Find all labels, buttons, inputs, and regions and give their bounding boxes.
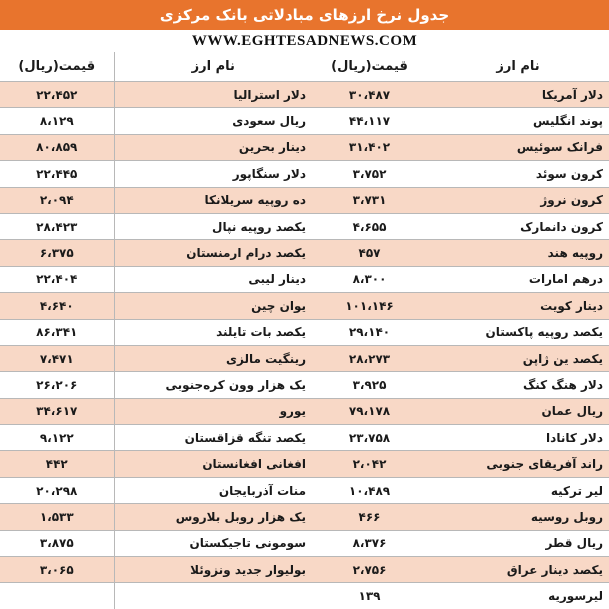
rates-table bbox=[0, 52, 609, 609]
right-price-cell: ۱۳۹ bbox=[312, 583, 427, 609]
left-price-cell: ۹،۱۲۲ bbox=[0, 425, 114, 451]
table-row bbox=[0, 557, 609, 583]
left-price-header: قیمت(ریال) bbox=[0, 52, 114, 82]
left-price-cell: ۴،۶۴۰ bbox=[0, 293, 114, 319]
right-price-cell: ۷۹،۱۷۸ bbox=[312, 398, 427, 424]
left-name-cell: یوان چین bbox=[114, 293, 312, 319]
right-price-cell: ۲،۰۴۲ bbox=[312, 451, 427, 477]
left-price-cell: ۲۰،۲۹۸ bbox=[0, 477, 114, 503]
left-price-cell: ۸۶،۳۴۱ bbox=[0, 319, 114, 345]
left-name-cell: منات آذربایجان bbox=[114, 477, 312, 503]
table-row bbox=[0, 372, 609, 398]
left-price-cell: ۳۴،۶۱۷ bbox=[0, 398, 114, 424]
left-price-cell: ۸،۱۲۹ bbox=[0, 108, 114, 134]
left-name-cell: دلار سنگاپور bbox=[114, 161, 312, 187]
table-row bbox=[0, 161, 609, 187]
left-price-cell: ۲۸،۴۲۳ bbox=[0, 213, 114, 239]
left-name-cell: یکصد درام ارمنستان bbox=[114, 240, 312, 266]
right-name-cell: روپیه هند bbox=[427, 240, 609, 266]
left-name-cell: یورو bbox=[114, 398, 312, 424]
left-price-cell: ۷،۴۷۱ bbox=[0, 345, 114, 371]
right-name-cell: دینار کویت bbox=[427, 293, 609, 319]
website-url: WWW.EGHTESADNEWS.COM bbox=[191, 32, 418, 49]
right-price-cell: ۴۴،۱۱۷ bbox=[312, 108, 427, 134]
left-name-cell: یکصد تنگه قزاقستان bbox=[114, 425, 312, 451]
left-name-cell: دینار بحرین bbox=[114, 134, 312, 160]
right-name-cell: یکصد دینار عراق bbox=[427, 557, 609, 583]
left-price-cell: ۲،۰۹۴ bbox=[0, 187, 114, 213]
left-price-cell: ۳،۰۶۵ bbox=[0, 557, 114, 583]
right-name-cell: یکصد روپیه پاکستان bbox=[427, 319, 609, 345]
right-name-cell: لیرسوریه bbox=[427, 583, 609, 609]
right-price-cell: ۲۸،۲۷۳ bbox=[312, 345, 427, 371]
table-row bbox=[0, 213, 609, 239]
right-price-cell: ۲۹،۱۴۰ bbox=[312, 319, 427, 345]
table-row bbox=[0, 108, 609, 134]
right-name-cell: پوند انگلیس bbox=[427, 108, 609, 134]
page-title: جدول نرخ ارزهای مبادلاتی بانک مرکزی bbox=[0, 0, 609, 30]
right-name-cell: کرون نروژ bbox=[427, 187, 609, 213]
right-price-cell: ۳۰،۴۸۷ bbox=[312, 82, 427, 108]
right-price-cell: ۳،۷۵۲ bbox=[312, 161, 427, 187]
table-row bbox=[0, 530, 609, 556]
right-price-cell: ۲۳،۷۵۸ bbox=[312, 425, 427, 451]
left-name-cell: افغانی افغانستان bbox=[114, 451, 312, 477]
right-name-cell: دلار هنگ کنگ bbox=[427, 372, 609, 398]
left-name-cell: یکصد روپیه نپال bbox=[114, 213, 312, 239]
left-price-cell: ۲۲،۴۵۲ bbox=[0, 82, 114, 108]
right-price-cell: ۲،۷۵۶ bbox=[312, 557, 427, 583]
left-name-cell: ده روپیه سریلانکا bbox=[114, 187, 312, 213]
table-row bbox=[0, 425, 609, 451]
left-price-cell: ۲۶،۲۰۶ bbox=[0, 372, 114, 398]
right-price-cell: ۱۰،۴۸۹ bbox=[312, 477, 427, 503]
right-name-cell: درهم امارات bbox=[427, 266, 609, 292]
table-body bbox=[0, 82, 609, 609]
left-price-cell: ۱،۵۳۳ bbox=[0, 504, 114, 530]
right-name-cell: لیر ترکیه bbox=[427, 477, 609, 503]
left-name-cell: سومونی تاجیکستان bbox=[114, 530, 312, 556]
right-name-cell: فرانک سوئیس bbox=[427, 134, 609, 160]
right-name-cell: یکصد ین ژاپن bbox=[427, 345, 609, 371]
left-price-cell: ۲۲،۴۰۴ bbox=[0, 266, 114, 292]
table-row bbox=[0, 82, 609, 108]
right-name-cell: دلار کانادا bbox=[427, 425, 609, 451]
table-row bbox=[0, 134, 609, 160]
right-name-cell: روبل روسیه bbox=[427, 504, 609, 530]
left-name-header: نام ارز bbox=[114, 52, 312, 82]
table-row bbox=[0, 293, 609, 319]
right-price-cell: ۴۶۶ bbox=[312, 504, 427, 530]
left-name-cell: دینار لیبی bbox=[114, 266, 312, 292]
right-price-cell: ۴۵۷ bbox=[312, 240, 427, 266]
left-price-cell bbox=[0, 583, 114, 609]
left-price-cell: ۳،۸۷۵ bbox=[0, 530, 114, 556]
right-name-cell: کرون دانمارک bbox=[427, 213, 609, 239]
left-name-cell: دلار استرالیا bbox=[114, 82, 312, 108]
table-row bbox=[0, 187, 609, 213]
table-row bbox=[0, 240, 609, 266]
right-name-cell: کرون سوئد bbox=[427, 161, 609, 187]
left-name-cell: یک هزار وون کره‌جنوبی bbox=[114, 372, 312, 398]
right-price-header: قیمت(ریال) bbox=[312, 52, 427, 82]
right-name-cell: دلار آمریکا bbox=[427, 82, 609, 108]
right-price-cell: ۱۰۱،۱۴۶ bbox=[312, 293, 427, 319]
left-name-cell: رینگیت مالزی bbox=[114, 345, 312, 371]
left-name-cell: یکصد بات تایلند bbox=[114, 319, 312, 345]
table-row bbox=[0, 266, 609, 292]
table-row bbox=[0, 477, 609, 503]
left-price-cell: ۸۰،۸۵۹ bbox=[0, 134, 114, 160]
table-row bbox=[0, 319, 609, 345]
left-name-cell: ریال سعودی bbox=[114, 108, 312, 134]
right-price-cell: ۸،۳۰۰ bbox=[312, 266, 427, 292]
right-name-cell: راند آفریقای جنوبی bbox=[427, 451, 609, 477]
right-name-cell: ریال قطر bbox=[427, 530, 609, 556]
left-price-cell: ۶،۳۷۵ bbox=[0, 240, 114, 266]
right-price-cell: ۳،۹۲۵ bbox=[312, 372, 427, 398]
table-row bbox=[0, 583, 609, 609]
right-name-header: نام ارز bbox=[427, 52, 609, 82]
right-price-cell: ۴،۶۵۵ bbox=[312, 213, 427, 239]
right-price-cell: ۸،۳۷۶ bbox=[312, 530, 427, 556]
left-name-cell: بولیوار جدید ونزوئلا bbox=[114, 557, 312, 583]
right-price-cell: ۳۱،۴۰۲ bbox=[312, 134, 427, 160]
right-price-cell: ۳،۷۳۱ bbox=[312, 187, 427, 213]
table-row bbox=[0, 345, 609, 371]
table-row bbox=[0, 504, 609, 530]
left-price-cell: ۴۴۲ bbox=[0, 451, 114, 477]
left-price-cell: ۲۲،۴۴۵ bbox=[0, 161, 114, 187]
table-header-row bbox=[0, 52, 609, 82]
left-name-cell: یک هزار روبل بلاروس bbox=[114, 504, 312, 530]
left-name-cell bbox=[114, 583, 312, 609]
table-row bbox=[0, 451, 609, 477]
table-row bbox=[0, 398, 609, 424]
right-name-cell: ریال عمان bbox=[427, 398, 609, 424]
